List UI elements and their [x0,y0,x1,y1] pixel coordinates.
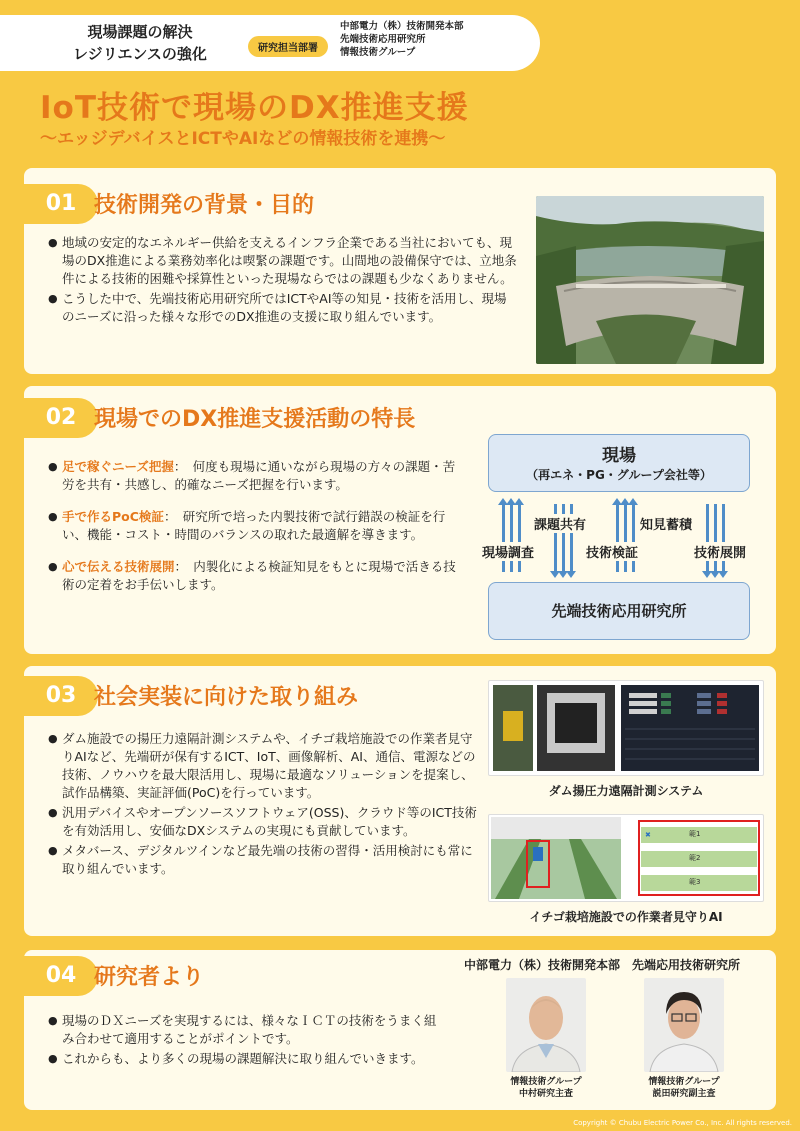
list-item: ● これからも、より多くの現場の課題解決に取り組んでいきます。 [48,1050,448,1068]
researcher-name: 説田研究副主査 [652,1089,716,1099]
researcher-label [486,1076,606,1100]
dept-names [340,20,464,59]
section-number: 02 [24,398,98,438]
section-number: 01 [24,184,98,224]
researcher-name: 中村研究主査 [518,1089,573,1099]
arrow-up-icon [624,504,627,572]
feature-body: ： 内製化による検証知見をもとに現場で活きる技術の定着をお手伝いします。 [62,559,456,592]
section-02-card [24,386,776,654]
zone-label: 範3 [689,878,701,886]
dept-line-1: 中部電力（株）技術開発本部 [340,21,464,32]
photo-caption: イチゴ栽培施設での作業者見守りAI [529,910,723,924]
list-item: ● 現場のＤＸニーズを実現するには、様々なＩＣＴの技術をうまく組み合わせて適用することがポイントです。 [48,1012,448,1048]
section-01-card [24,168,776,374]
feature-list [48,458,458,608]
svg-text:✖: ✖ [645,831,651,839]
dept-line-2: 先端技術応用研究所 [340,34,426,45]
feature-item [48,458,458,494]
feature-head: 心で伝える技術展開 [62,559,175,574]
researcher-photo [506,978,586,1072]
zone-label: 範2 [689,854,701,862]
dam-system-photo [488,680,764,776]
zone-label: 範1 [689,830,701,838]
diagram-label: 知見蓄積 [638,514,694,533]
list-item: ● 地域の安定的なエネルギー供給を支えるインフラ企業である当社においても、現場のDX推進による業務効率化は喫緊の課題です。山間地の設備保守では、立地条件による技術的困難や採算性といった現場ならではの課題も少なくありません。 [48,234,518,288]
category-line-1: 現場課題の解決 [87,23,193,41]
dam-photo [536,196,764,364]
dept-line-3: 情報技術グループ [340,47,416,58]
category-line-2: レジリエンスの強化 [73,45,207,63]
arrow-up-icon [616,504,619,572]
diagram-top-box [488,434,750,492]
arrow-down-icon [722,504,725,572]
arrow-down-icon [706,504,709,572]
page-title: IoT技術で現場のDX推進支援 [40,90,469,126]
list-item: ● ダム施設での揚圧力遠隔計測システムや、イチゴ栽培施設での作業者見守りAIなど、先端研が保有するICT、IoT、画像解析、AI、通信、電源などの技術、ノウハウを最大限活用し、現場に最適なソリューションを提案し、試作品構築、実証評価(PoC)を行っています。 [48,730,478,802]
feature-item [48,558,458,594]
section-title: 研究者より [94,965,205,990]
bullet-list [48,730,478,880]
feature-item [48,508,458,544]
arrow-up-icon [518,504,521,572]
researcher-group: 情報技術グループ [648,1077,720,1087]
feature-head: 手で作るPoC検証 [62,509,164,524]
researcher-label [624,1076,744,1100]
arrow-down-icon [714,504,717,572]
section-title: 技術開発の背景・目的 [94,193,315,218]
arrow-up-icon [632,504,635,572]
feature-body: ： 研究所で培った内製技術で試行錯誤の検証を行い、機能・コスト・時間のバランスの取れた最適解を導きます。 [62,509,446,542]
category-label [50,21,230,65]
section-title: 現場でのDX推進支援活動の特長 [94,407,416,432]
section-number: 03 [24,676,98,716]
list-item: ● メタバース、デジタルツインなど最先端の技術の習得・活用検討にも常に取り組んでいます。 [48,842,478,878]
dept-tag: 研究担当部署 [248,36,328,57]
bullet-list [48,1012,448,1070]
section-04-card [24,950,776,1110]
diagram-top-title: 現場 [602,446,636,466]
diagram-label: 技術検証 [584,542,640,561]
page-subtitle: ～エッジデバイスとICTやAIなどの情報技術を連携～ [40,129,446,149]
section-03-card [24,666,776,936]
feature-body: ： 何度も現場に通いながら現場の方々の課題・苦労を共有・共感し、的確なニーズ把握を行います。 [62,459,456,492]
list-item: ● こうした中で、先端技術応用研究所ではICTやAI等の知見・技術を活用し、現場のニーズに沿った様々な形でのDX推進の支援に取り組んでいます。 [48,290,518,326]
diagram-label: 現場調査 [480,542,536,561]
feature-head: 足で稼ぐニーズ把握 [62,459,174,474]
diagram-label: 課題共有 [532,514,588,533]
diagram-label: 技術展開 [692,542,748,561]
section-number: 04 [24,956,98,996]
arrow-up-icon [502,504,505,572]
section-title: 社会実装に向けた取り組み [94,685,359,710]
list-item: ● 汎用デバイスやオープンソースソフトウェア(OSS)、クラウド等のICT技術を有効活用し、安価なDXシステムの実現にも貢献しています。 [48,804,478,840]
bullet-list [48,234,518,328]
diagram-bottom-label: 先端技術応用研究所 [551,602,687,620]
diagram-bottom-box [488,582,750,640]
arrow-up-icon [510,504,513,572]
researcher-org: 中部電力（株）技術開発本部 先端応用技術研究所 [464,958,741,972]
researcher-photo [644,978,724,1072]
diagram-top-sub: （再エネ・PG・グループ会社等） [526,468,712,482]
researcher-group: 情報技術グループ [510,1077,582,1087]
strawberry-ai-photo [488,814,764,902]
photo-caption: ダム揚圧力遠隔計測システム [548,784,704,798]
copyright: Copyright © Chubu Electric Power Co., Inc. All rights reserved. [573,1119,792,1127]
